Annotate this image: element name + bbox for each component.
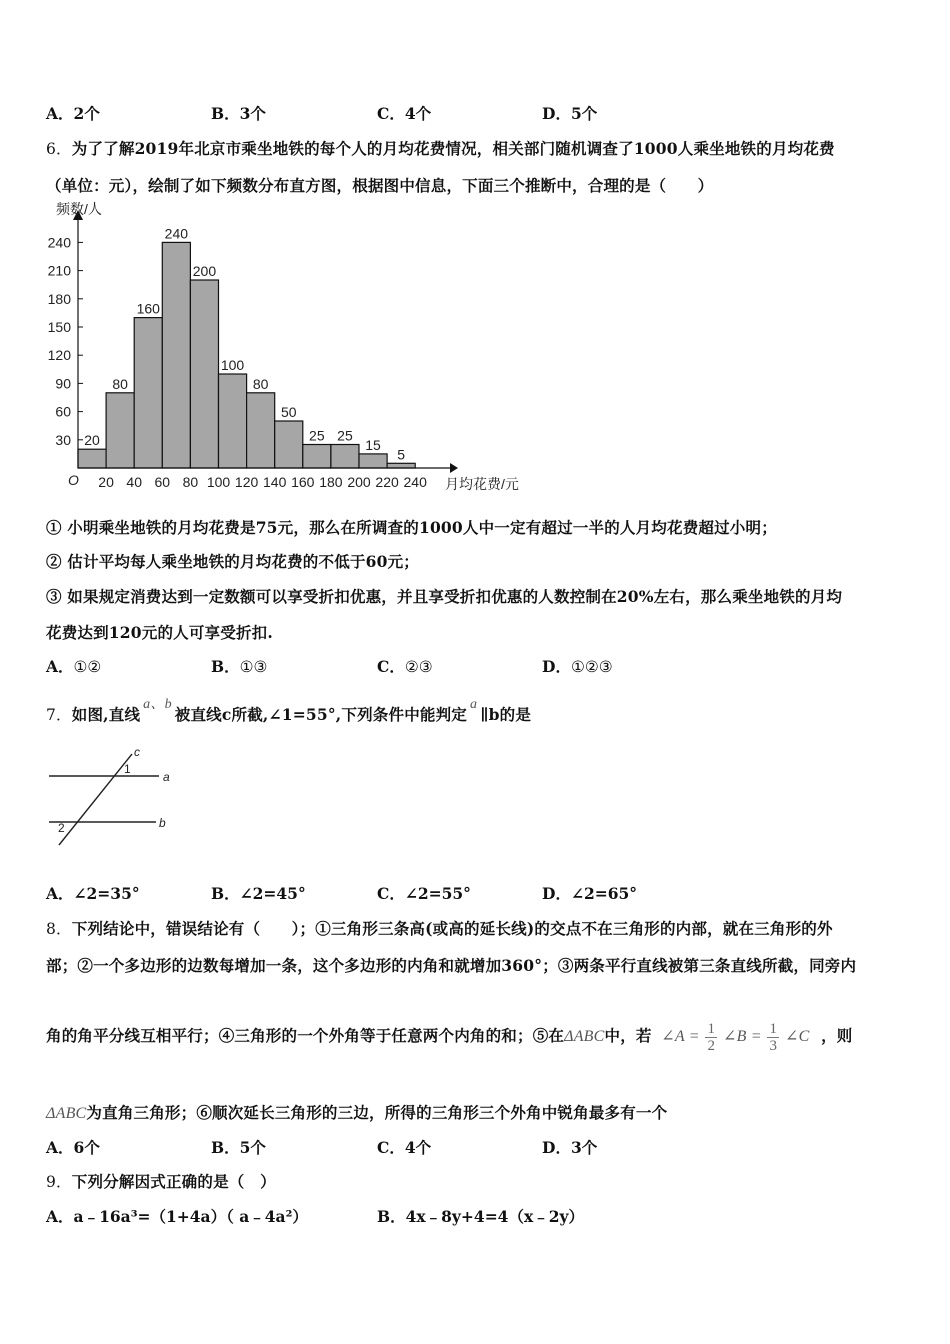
histogram-bar <box>303 445 331 469</box>
q8-stem-line4: ΔABC为直角三角形；⑥顺次延长三角形的三边，所得的三角形三个外角中锐角最多有一个 <box>46 1103 668 1122</box>
bar-value-label: 200 <box>192 263 217 279</box>
q6-option-b: B．①③ <box>211 657 268 676</box>
q5-option-c: C．4个 <box>377 104 432 123</box>
q6-statement-1: ① 小明乘坐地铁的月均花费是75元，那么在所调查的1000人中一定有超过一半的人月均花费超过小明； <box>46 518 777 537</box>
line-c <box>59 754 132 845</box>
x-tick-label: 60 <box>154 474 171 490</box>
q6-statement-3b: 花费达到120元的人可享受折扣. <box>46 623 273 642</box>
x-tick-label: 20 <box>98 474 114 490</box>
q8-option-a: A．6个 <box>46 1138 100 1157</box>
q8-stem-line1: 8．下列结论中，错误结论有（ ）；①三角形三条高(或高的延长线)的交点不在三角形的内部，就在三角形的外 <box>46 919 833 938</box>
y-tick-label: 60 <box>55 403 71 420</box>
histogram-bar <box>78 449 106 468</box>
q7-option-d: D．∠2=65° <box>542 884 638 903</box>
q9-option-b: B．4x﹣8y+4=4（x﹣2y） <box>377 1207 585 1226</box>
bar-value-label: 15 <box>365 436 381 453</box>
y-tick-label: 150 <box>47 319 71 335</box>
label-b: b <box>159 816 166 830</box>
q8-angle-b: ∠B = <box>722 1028 762 1045</box>
x-tick-label: 160 <box>291 474 315 490</box>
x-axis-arrow <box>450 463 458 473</box>
q9-stem: 9．下列分解因式正确的是（ ） <box>46 1172 276 1191</box>
q7-option-c: C．∠2=55° <box>377 884 471 903</box>
histogram-bar <box>219 374 247 468</box>
q8-triangle-abc: ΔABC <box>564 1028 605 1045</box>
label-angle-2: 2 <box>58 821 65 835</box>
y-axis-title: 频数/人 <box>56 201 102 217</box>
q6-stem-line2: （单位：元），绘制了如下频数分布直方图，根据图中信息，下面三个推断中，合理的是（ ） <box>46 176 714 195</box>
histogram-bar <box>247 393 275 468</box>
q6-statement-2: ② 估计平均每人乘坐地铁的月均花费的不低于60元； <box>46 552 419 571</box>
q7-ab-symbols: a、b <box>143 697 172 712</box>
y-tick-label: 240 <box>47 234 71 251</box>
q8-fraction-third: $\frac{1}{3}$ <box>767 1022 779 1053</box>
x-tick-label: 180 <box>319 474 343 490</box>
x-tick-label: 40 <box>126 474 142 490</box>
histogram-bar <box>331 445 359 469</box>
bar-value-label: 80 <box>252 375 269 392</box>
q8-triangle-abc-2: ΔABC <box>46 1105 87 1122</box>
q5-option-a: A．2个 <box>46 104 100 123</box>
histogram-bar <box>275 421 303 468</box>
y-tick-label: 120 <box>47 347 71 364</box>
y-tick-label: 30 <box>55 431 71 448</box>
bar-value-label: 25 <box>309 427 325 444</box>
y-tick-label: 90 <box>55 375 71 392</box>
histogram-bar <box>106 393 134 468</box>
q8-angle-c: ∠C <box>784 1028 810 1045</box>
bar-value-label: 160 <box>136 300 160 317</box>
bar-value-label: 100 <box>220 357 245 373</box>
x-tick-label: 100 <box>206 474 231 490</box>
q6-stem-line1: 6．为了了解2019年北京市乘坐地铁的每个人的月均花费情况，相关部门随机调查了1000人乘坐地铁的月均花费 <box>46 139 835 158</box>
parallel-lines-figure <box>44 742 184 852</box>
histogram-chart <box>40 198 540 498</box>
bar-value-label: 50 <box>280 404 297 420</box>
histogram-bar <box>387 463 415 468</box>
label-a: a <box>163 770 170 784</box>
x-tick-label: 140 <box>263 474 287 490</box>
q6-option-d: D．①②③ <box>542 657 613 676</box>
histogram-bar <box>134 318 162 468</box>
x-tick-label: 80 <box>182 474 199 490</box>
q5-option-d: D．5个 <box>542 104 598 123</box>
q9-option-a: A．a﹣16a³=（1+4a）（ a﹣4a²） <box>46 1207 308 1226</box>
bar-value-label: 240 <box>164 225 189 242</box>
label-c: c <box>134 745 140 759</box>
x-tick-label: 240 <box>403 474 427 490</box>
q6-option-a: A．①② <box>46 657 102 676</box>
label-angle-1: 1 <box>124 762 131 776</box>
q6-statement-3a: ③ 如果规定消费达到一定数额可以享受折扣优惠，并且享受折扣优惠的人数控制在20%左右，那么乘坐地铁的月均 <box>46 587 843 606</box>
q8-fraction-half: $\frac{1}{2}$ <box>705 1022 717 1053</box>
q8-stem-line2: 部；②一个多边形的边数每增加一条，这个多边形的内角和就增加360°；③两条平行直线被第三条直线所截，同旁内 <box>46 956 857 975</box>
q8-option-c: C．4个 <box>377 1138 432 1157</box>
q7-stem: 7．如图,直线a、b被直线c所截,∠1=55°,下列条件中能判定a∥b的是 <box>46 697 532 724</box>
histogram-bar <box>162 242 190 468</box>
bar-value-label: 20 <box>84 432 100 449</box>
q7-option-a: A．∠2=35° <box>46 884 140 903</box>
q7-option-b: B．∠2=45° <box>211 884 306 903</box>
q8-stem-line3: 角的角平分线互相平行；④三角形的一个外角等于任意两个内角的和；⑤在ΔABC中，若 ∠A = $\frac{1}{2}$ ∠B = $\frac{1}{3}$ ∠C ，则 <box>46 1020 853 1054</box>
q8-angle-a: ∠A = <box>661 1028 700 1045</box>
q6-option-c: C．②③ <box>377 657 433 676</box>
x-tick-label: 220 <box>375 474 399 490</box>
origin-label: O <box>68 472 79 488</box>
x-tick-label: 200 <box>347 474 371 490</box>
q8-option-d: D．3个 <box>542 1138 598 1157</box>
histogram-bar <box>190 280 218 468</box>
x-tick-label: 120 <box>234 474 259 490</box>
q5-option-b: B．3个 <box>211 104 266 123</box>
q7-a-symbol: a <box>470 697 478 712</box>
bar-value-label: 80 <box>112 375 128 392</box>
x-axis-title: 月均花费/元 <box>445 476 519 492</box>
y-tick-label: 210 <box>47 262 71 279</box>
histogram-bar <box>359 454 387 468</box>
q8-option-b: B．5个 <box>211 1138 266 1157</box>
bar-value-label: 5 <box>397 446 406 463</box>
bar-value-label: 25 <box>337 427 353 444</box>
y-tick-label: 180 <box>47 290 71 307</box>
